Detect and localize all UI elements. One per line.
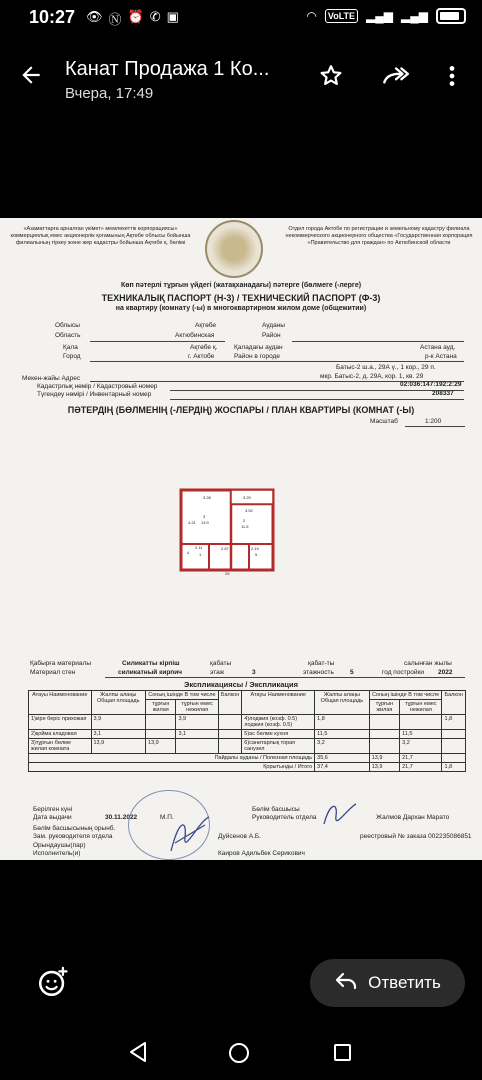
signal-2-icon: ▂▄▆ [401,9,428,23]
signature-mark [320,798,360,828]
label-raion-v-gorode: Район в городе [234,353,280,360]
registry-number: реестровый № заказа 002235086851 [360,833,472,840]
cell [218,739,241,754]
plan-label: 11.5 [241,524,249,529]
label-oblast: Область [55,332,81,339]
label-oblys: Облысы [55,322,80,329]
table-row [29,715,466,730]
system-nav-bar [0,1000,482,1080]
label-kaladagy-audan: Қаладағы аудан [234,344,283,351]
mp-label: М.П. [160,814,174,821]
plan-label: 1 [199,552,202,557]
cell [369,730,399,739]
status-time: 10:27 [29,7,76,27]
raion-val2: р-к Астана [425,353,457,360]
inventory-val: 208337 [432,390,454,397]
cell [442,730,466,739]
cell [442,739,466,754]
plan-label: 13.9 [201,520,209,525]
head-label2: Руководитель отдела [252,814,317,821]
battery-icon [436,8,466,24]
nav-home-icon[interactable] [229,1043,249,1063]
year-label1: салынған жылы [404,660,452,667]
plan-label: 2.67 [221,546,229,551]
date-val: 30.11.2022 [105,814,138,821]
signature-mark [165,813,215,855]
wifi-icon: ◠ [306,9,317,23]
col-header: Атауы Наименование [29,691,92,715]
kabat-sany-label: қабат-ты [308,660,335,667]
etazh-val: 3 [252,669,256,676]
cell: 11,5 [400,730,442,739]
plan-label: 2.11 [195,545,203,550]
plan-label: 4 [187,550,190,555]
table-header-row [29,691,466,700]
cell [176,739,218,754]
gorod-val1: Ақтөбе қ. [190,344,218,351]
table-row [29,739,466,754]
plan-label: 2.19 [251,546,259,551]
cell: 1)кіре беріс прихожая [29,715,92,730]
cell: 21,7 [400,754,442,763]
chat-subtitle: Вчера, 17:49 [65,85,154,102]
whatsapp-icon: ✆ [149,9,161,24]
col-header: тұрғын емес нежилая [400,700,442,715]
back-arrow-icon[interactable] [18,62,44,96]
cell: 1,8 [315,715,370,730]
scale-label: Масштаб [370,418,398,425]
etazh-label: этаж [210,669,225,676]
signal-icon: ▂▄▆ [366,9,394,23]
app-icon: ▣ [166,9,179,24]
divider [105,677,465,678]
col-header: Жалпы алаңы Общая площадь [91,691,146,715]
cell: 21,7 [400,763,442,772]
nav-recent-icon[interactable] [334,1044,351,1061]
nav-back-icon[interactable] [128,1040,148,1069]
head-name: Жалмов Дархан Марато [376,814,450,821]
more-vert-icon[interactable] [446,63,458,96]
cell: 3)тұрғын бөлме жилая комната [29,739,92,754]
deputy-label1: Бөлім басшысының орынб. [33,825,116,832]
cell: 6)санитарлық торап санузел [242,739,315,754]
cell: 13,9 [91,739,146,754]
reply-icon [334,971,358,996]
chat-title: Канат Продажа 1 Ко... [65,58,270,80]
plan-title: ПӘТЕРДІҢ (БӨЛМЕНІҢ (-ЛЕРДІҢ) ЖОСПАРЫ / ПЛАН КВАРТИРЫ (КОМНАТ (-Ы) [67,405,415,415]
cell [400,715,442,730]
cell: Қорытынды / Итого [29,763,315,772]
plan-label: 4.21 [188,520,196,525]
cell: 35,6 [315,754,370,763]
cell: 11,5 [315,730,370,739]
cell: 1,8 [442,715,466,730]
cell: 3,1 [91,730,146,739]
title-main: ТЕХНИКАЛЫҚ ПАСПОРТ (Н-3) / ТЕХНИЧЕСКИЙ ПАСПОРТ (Ф-3) [101,293,381,303]
cell [442,754,466,763]
notification-icons [86,9,179,28]
raion-val1: Астана ауд. [420,344,456,351]
col-header: Соның ішінде В том числе [369,691,442,700]
divider [170,390,464,391]
volte-badge: VoLTE [325,9,358,23]
system-icons [306,8,466,24]
col-header: Соның ішінде В том числе [146,691,219,700]
label-address: Мекен-жайы Адрес [22,375,81,382]
emblem-icon [205,220,263,278]
nfc-icon: Ⓝ [108,12,122,27]
label-audany: Ауданы [262,322,285,329]
cell [218,730,241,739]
label-inventory: Түгендеу нөмірі / Инвентарный номер [37,391,152,398]
scale-val: 1:200 [425,418,442,425]
label-raion: Район [262,332,281,339]
emoji-add-icon[interactable] [33,965,73,1005]
explication-table [28,690,466,772]
total-row [29,763,466,772]
divider [292,341,464,342]
alarm-icon: ⏰ [127,9,144,24]
plan-label: 3.52 [245,508,253,513]
cell: 13,9 [146,739,176,754]
plan-label: 3 [203,514,206,519]
deputy-label2: Зам. руководителя отдела [33,833,113,840]
cell: 4)лоджия (коэф. 0.5) лоджия (коэф. 0.5) [242,715,315,730]
plan-label: 29 [225,571,230,576]
kabaty-label: қабаты [210,660,232,667]
material-val1: Силикатты кірпіш [122,660,180,667]
oblast-val1: Ақтөбе [195,322,217,329]
cell [369,739,399,754]
cell: 13,9 [369,754,399,763]
star-icon[interactable] [318,63,344,96]
etazhnost-val: 5 [350,669,354,676]
plan-label: 2 [243,518,246,523]
date-label2: Дата выдачи [33,814,72,821]
explication-title: Экспликациясы / Экспликация [183,680,298,689]
label-cadastral: Кадастрлық нөмір / Кадастровый номер [37,383,158,390]
cell: 13,9 [369,763,399,772]
divider [90,341,225,342]
col-header: Балкон [218,691,241,715]
plan-label: 3.28 [203,495,211,500]
head-label1: Бөлім басшысы [252,806,300,813]
useful-area-row [29,754,466,763]
col-header: тұрғын жилая [146,700,176,715]
title-ru: на квартиру (комнату (-ы) в многоквартирном жилом доме (общежитии) [115,305,367,312]
material-label2: Материал стен [30,669,76,676]
oblast-val2: Актюбинская [175,332,215,339]
cell: 3,1 [176,730,218,739]
col-header: Балкон [442,691,466,715]
executor-name: Каиров Адильбек Серикович [218,850,305,857]
col-header: тұрғын емес нежилая [176,700,218,715]
cadastral-val: 02:036:147:192:2:29 [400,381,462,388]
divider [405,426,465,427]
floor-plan [179,488,275,576]
label-kala: Қала [63,344,78,351]
cell: 1,8 [442,763,466,772]
table-row [29,730,466,739]
cell [218,715,241,730]
material-label1: Қабырға материалы [30,660,91,667]
cell [369,715,399,730]
plan-label: 5 [255,552,258,557]
date-label1: Берілген күні [33,806,73,813]
plan-label: 3.29 [243,495,251,500]
divider [170,399,464,400]
cell: 3,2 [315,739,370,754]
header-right-text: Отдел города Актобе по регистрации и земельному кадастру филиала некоммерческого акционерного общества «Государственная корпорация «Правительство для граждан» по Актюбинской области [285,226,473,246]
cell: 37,4 [315,763,370,772]
cell [146,730,176,739]
executor-label1: Орындаушы(пар) [33,842,86,849]
col-header: тұрғын жилая [369,700,399,715]
label-gorod: Город [63,353,81,360]
reply-label: Ответить [368,973,441,992]
cell: 3,9 [91,715,146,730]
etazhnost-label: этажность [303,669,334,676]
divider [90,361,464,362]
deputy-name: Дуйсенов А.Б. [218,833,261,840]
eye-icon: 👁 [86,9,103,24]
executor-label2: Исполнитель(и) [33,850,81,857]
cell: 5)ас бөлме кухня [242,730,315,739]
col-header: Атауы Наименование [242,691,315,715]
cell [146,715,176,730]
year-label2: год постройки [382,669,424,676]
cell: Пайдалы ауданы / Полезная площадь [29,754,315,763]
gorod-val2: г. Актобе [188,353,215,360]
top-app-bar [0,50,482,110]
year-val: 2022 [438,669,453,676]
col-header: Жалпы алаңы Общая площадь [315,691,370,715]
document-image[interactable] [0,218,482,860]
address-val2: мкр. Батыс-2, д. 29А, кор. 1, кв. 29 [320,373,424,380]
cell: 3,2 [400,739,442,754]
status-bar [0,0,482,36]
address-val1: Батыс-2 ш.а., 29А ү., 1 кор., 29 п. [336,364,436,371]
material-val2: силикатный кирпич [118,669,182,676]
cell: 2)қойма кладовая [29,730,92,739]
cell: 3,9 [176,715,218,730]
title-kz: Көп пәтерлі тұрғын үйдегі (жатақханадағы) пәтерге (бөлмеге (-лерге) [120,282,362,289]
header-left-text: «Азаматтарға арналған үкімет» мемлекеттік корпорациясы» коммерциялық емес акционерлік қоғамының Ақтөбе облысы бойынша филиалының тіркеу және жер кадастры бойынша Ақтөбе қ. бөлімі [10,226,191,246]
forward-icon[interactable] [380,63,410,96]
